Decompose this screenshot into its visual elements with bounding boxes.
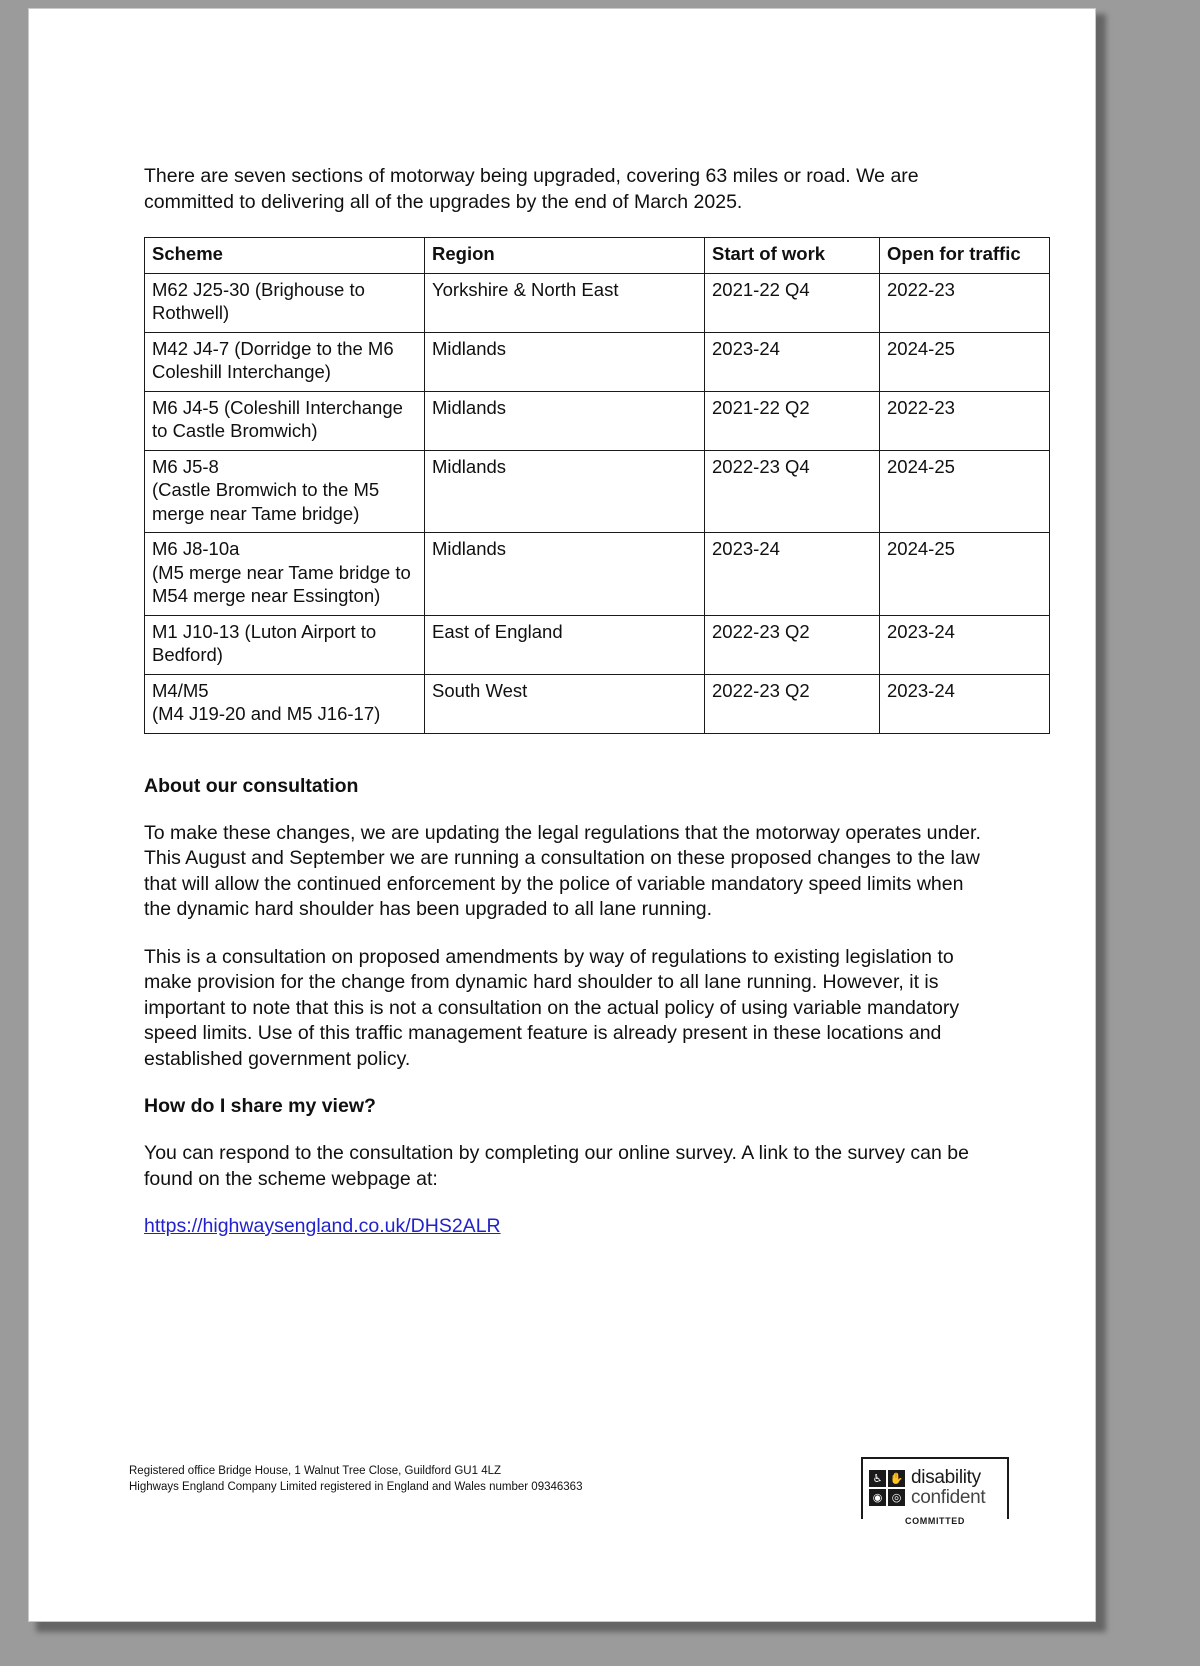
ear-icon: ◎ bbox=[888, 1489, 905, 1506]
cell-region: Midlands bbox=[425, 450, 705, 533]
document-page bbox=[28, 8, 1096, 1622]
badge-word-confident: confident bbox=[911, 1487, 986, 1508]
cell-start: 2022-23 Q2 bbox=[705, 615, 880, 674]
table-row bbox=[145, 450, 1050, 533]
footer-line-1: Registered office Bridge House, 1 Walnut Tree Close, Guildford GU1 4LZ bbox=[129, 1465, 502, 1477]
cell-scheme: M4/M5 (M4 J19-20 and M5 J16-17) bbox=[145, 674, 425, 733]
cell-scheme: M6 J8-10a (M5 merge near Tame bridge to M54 merge near Essington) bbox=[145, 533, 425, 616]
consultation-paragraph-1: To make these changes, we are updating the legal regulations that the motorway operates under. This August and September we are running a consultation on these proposed changes to the law that will allow the continued enforcement by the police of variable mandatory speed limits when the dynamic hard shoulder has been upgraded to all lane running. bbox=[144, 821, 981, 920]
cell-region: Midlands bbox=[425, 332, 705, 391]
column-header-open-for-traffic: Open for traffic bbox=[880, 238, 1050, 274]
disability-symbols-icon bbox=[869, 1470, 905, 1506]
cell-start: 2023-24 bbox=[705, 533, 880, 616]
share-view-heading: How do I share my view? bbox=[144, 1095, 376, 1117]
schemes-table bbox=[144, 237, 1050, 734]
column-header-start-of-work: Start of work bbox=[705, 238, 880, 274]
consultation-heading: About our consultation bbox=[144, 774, 359, 797]
survey-link[interactable]: https://highwaysengland.co.uk/DHS2ALR bbox=[144, 1215, 501, 1237]
cell-open: 2024-25 bbox=[880, 533, 1050, 616]
cell-open: 2024-25 bbox=[880, 450, 1050, 533]
cell-start: 2021-22 Q2 bbox=[705, 391, 880, 450]
cell-start: 2022-23 Q4 bbox=[705, 450, 880, 533]
table-row bbox=[145, 615, 1050, 674]
table-row bbox=[145, 332, 1050, 391]
table-row bbox=[145, 533, 1050, 616]
hand-icon: ✋ bbox=[889, 1472, 904, 1485]
wheelchair-icon: ♿ bbox=[869, 1470, 886, 1487]
cell-scheme: M62 J25-30 (Brighouse to Rothwell) bbox=[145, 273, 425, 332]
table-row bbox=[145, 273, 1050, 332]
intro-paragraph: There are seven sections of motorway being upgraded, covering 63 miles or road. We are committed to delivering all of the upgrades by the end of March 2025. bbox=[144, 165, 919, 213]
disability-confident-badge bbox=[861, 1457, 1009, 1526]
cell-start: 2021-22 Q4 bbox=[705, 273, 880, 332]
cell-open: 2022-23 bbox=[880, 273, 1050, 332]
eye-icon: ◉ bbox=[869, 1489, 886, 1506]
cell-scheme: M6 J4-5 (Coleshill Interchange to Castle Bromwich) bbox=[145, 391, 425, 450]
cell-open: 2024-25 bbox=[880, 332, 1050, 391]
cell-open: 2023-24 bbox=[880, 674, 1050, 733]
cell-region: Yorkshire & North East bbox=[425, 273, 705, 332]
cell-start: 2023-24 bbox=[705, 332, 880, 391]
share-view-paragraph: You can respond to the consultation by completing our online survey. A link to the survey can be found on the scheme webpage at: bbox=[144, 1142, 969, 1190]
cell-region: Midlands bbox=[425, 533, 705, 616]
badge-status-text: COMMITTED bbox=[901, 1516, 969, 1526]
badge-status bbox=[863, 1516, 1007, 1526]
badge-wordmark bbox=[911, 1468, 985, 1508]
consultation-paragraph-2: This is a consultation on proposed amendments by way of regulations to existing legislation to make provision for the change from dynamic hard shoulder to all lane running. However, it is important to note that this is not a consultation on the actual policy of using variable mandatory speed limits. Use of this traffic management feature is already present in these locations and established government policy. bbox=[144, 945, 960, 1070]
cell-region: South West bbox=[425, 674, 705, 733]
footer-line-2: Highways England Company Limited registered in England and Wales number 09346363 bbox=[129, 1481, 583, 1493]
cell-start: 2022-23 Q2 bbox=[705, 674, 880, 733]
column-header-scheme: Scheme bbox=[145, 238, 425, 274]
cell-open: 2022-23 bbox=[880, 391, 1050, 450]
table-header-row bbox=[145, 238, 1050, 274]
cell-scheme: M6 J5-8 (Castle Bromwich to the M5 merge near Tame bridge) bbox=[145, 450, 425, 533]
cell-open: 2023-24 bbox=[880, 615, 1050, 674]
column-header-region: Region bbox=[425, 238, 705, 274]
document-content bbox=[144, 164, 1021, 1240]
cell-scheme: M1 J10-13 (Luton Airport to Bedford) bbox=[145, 615, 425, 674]
cell-region: Midlands bbox=[425, 391, 705, 450]
table-row bbox=[145, 391, 1050, 450]
cell-scheme: M42 J4-7 (Dorridge to the M6 Coleshill Interchange) bbox=[145, 332, 425, 391]
cell-region: East of England bbox=[425, 615, 705, 674]
footer-registration-text bbox=[129, 1457, 582, 1495]
table-row bbox=[145, 674, 1050, 733]
badge-word-disability: disability bbox=[911, 1467, 981, 1489]
page-footer bbox=[129, 1457, 1009, 1526]
